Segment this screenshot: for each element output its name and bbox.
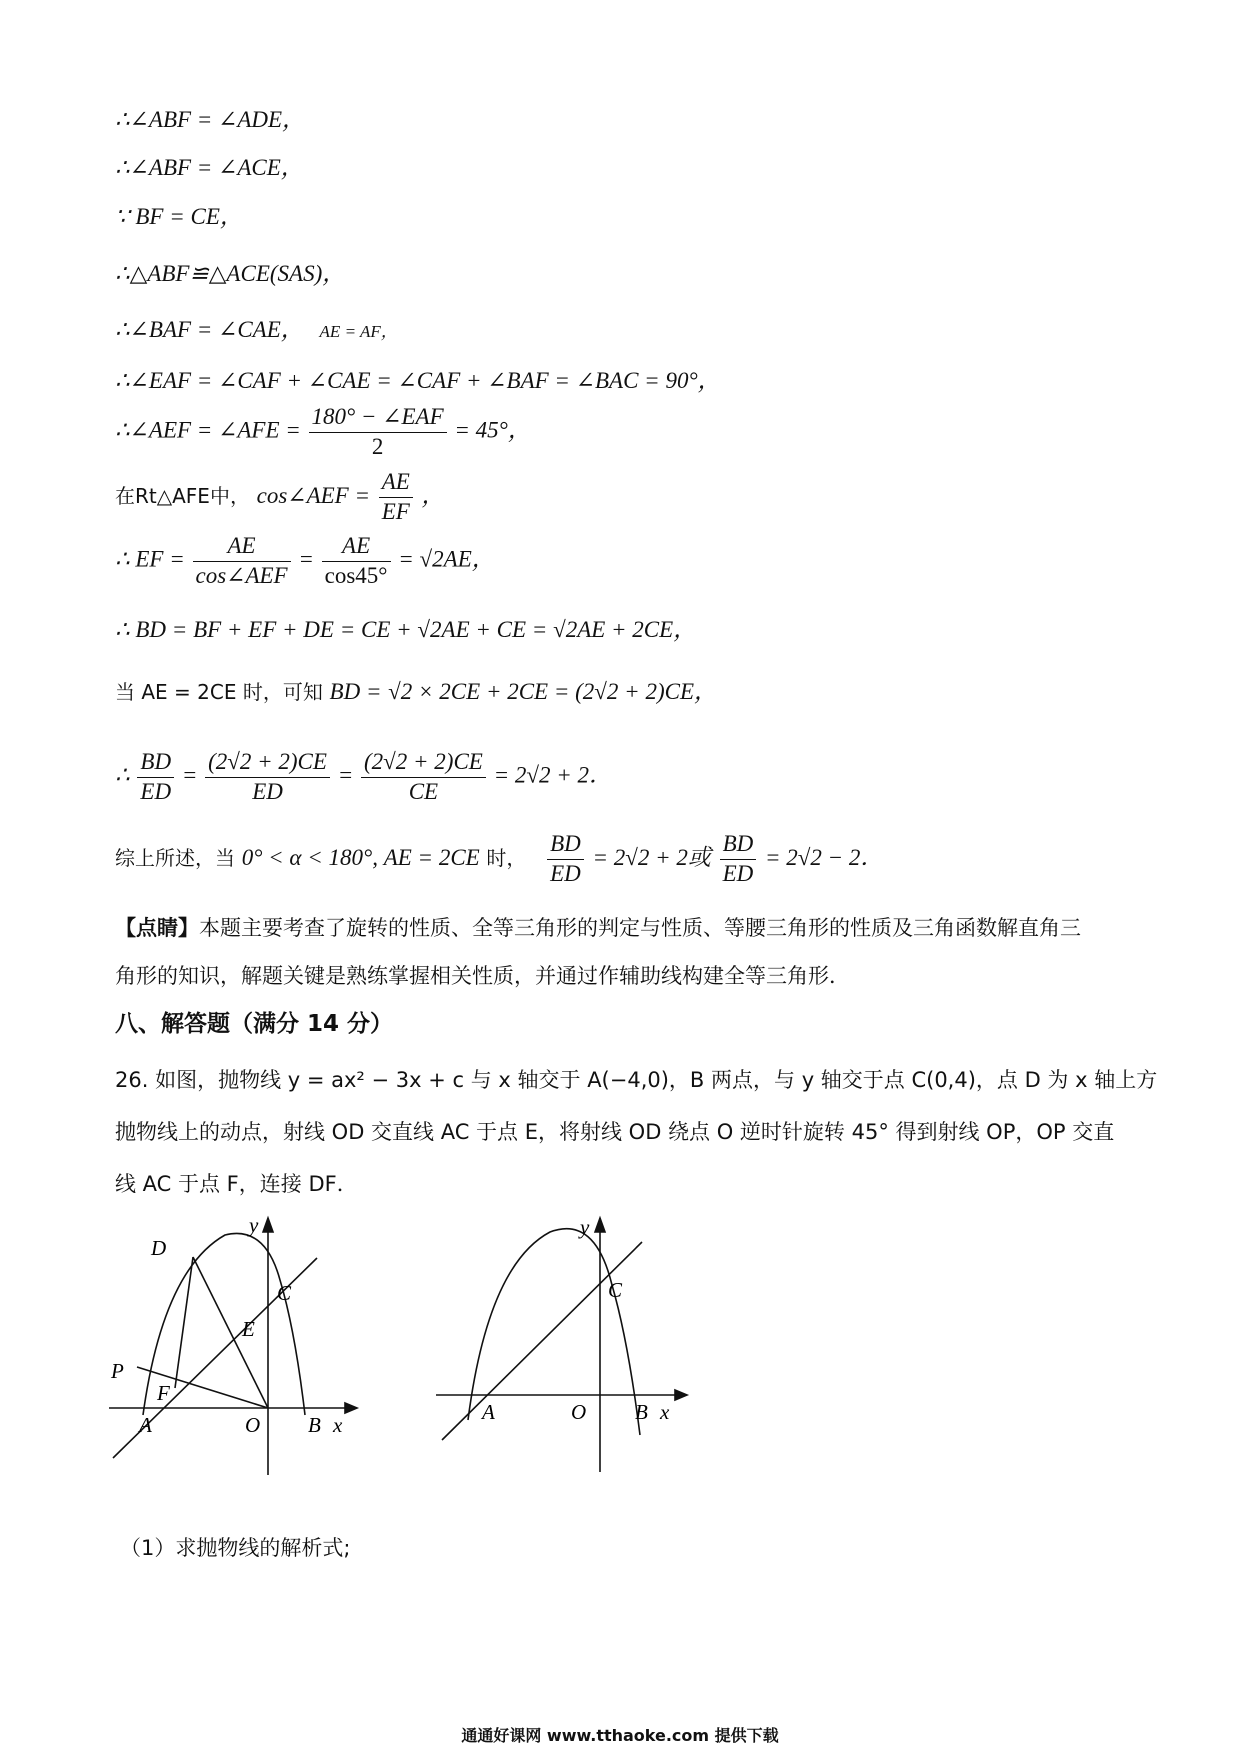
proof-line-11: 当 AE = 2CE 时，可知 BD = √2 × 2CE + 2CE = (2√2 + 2)CE， <box>115 679 717 704</box>
proof-line-12: ∴ $\frac{BD}{ED}$ = $\frac{(2√2 + 2)CE}{ED}$ = $\frac{(2√2 + 2)CE}{CE}$ = 2√2 + 2． <box>115 748 612 807</box>
proof-line-10: ∴ BD = BF + EF + DE = CE + √2AE + CE = √2AE + 2CE， <box>115 617 697 642</box>
fraction-180-minus-eaf <box>309 403 447 462</box>
segment-od <box>193 1257 268 1408</box>
proof-line-8 <box>115 468 444 527</box>
proof-line-8-comma: ， <box>421 482 445 508</box>
comment-line-2: 角形的知识，解题关键是熟练掌握相关性质，并通过作辅助线构建全等三角形． <box>115 964 850 988</box>
line-ac <box>442 1242 642 1440</box>
label-d: D <box>151 1236 167 1260</box>
fraction-numerator: (2√2 + 2)CE <box>205 748 330 778</box>
fraction-denominator: EF <box>381 498 410 524</box>
proof-line-11b: 2 × 2CE + 2CE = (2 <box>400 679 595 704</box>
proof-line-10c: 2AE + 2CE， <box>565 617 697 642</box>
label-e: E <box>242 1317 255 1341</box>
fraction-numerator: AE <box>322 532 391 562</box>
label-x: x <box>660 1400 670 1424</box>
label-c: C <box>277 1281 292 1305</box>
question-1: （1）求抛物线的解析式; <box>120 1536 351 1560</box>
proof-line-9: ∴ EF = $\frac{AE}{\text{cos∠AEF}}$ = $\frac{AE}{\cos 45^\circ}$ = √2AE， <box>115 532 495 591</box>
fraction-numerator: 180° − ∠EAF <box>309 403 447 433</box>
fraction-expr-over-ed <box>205 748 330 807</box>
label-o: O <box>571 1400 587 1424</box>
fraction-ae-over-cos-aef <box>193 532 291 591</box>
proof-line-12-rhs: 2 + 2． <box>539 762 613 788</box>
fraction-expr-over-ce <box>361 748 486 807</box>
conclusion-value-2: 2 − 2． <box>810 844 884 870</box>
fraction-bd-over-ed <box>137 748 174 807</box>
label-x: x <box>333 1413 343 1437</box>
fraction-numerator: BD <box>137 748 174 778</box>
proof-line-11a: BD = <box>329 679 382 704</box>
label-a: A <box>139 1413 152 1437</box>
proof-line-11c: 2 + 2)CE， <box>606 679 717 704</box>
fraction-numerator: BD <box>547 830 584 860</box>
proof-line-1: ∴∠ABF = ∠ADE， <box>115 107 306 132</box>
fraction-bd-ed-2 <box>720 830 757 889</box>
proof-line-3: ∵ BF = CE， <box>115 204 243 229</box>
fraction-numerator: BD <box>720 830 757 860</box>
fraction-numerator: AE <box>379 468 413 498</box>
conclusion-value-1: 2 + 2或 <box>637 844 711 870</box>
proof-line-7-rhs: = 45°， <box>454 417 531 443</box>
proof-line-10a: ∴ BD = BF + EF + DE = CE + <box>115 617 412 642</box>
label-o: O <box>245 1413 261 1437</box>
section-title: 八、解答题（满分 14 分） <box>115 1011 394 1037</box>
proof-line-5 <box>115 318 398 341</box>
fraction-ae-over-cos45 <box>322 532 391 591</box>
y-arrow <box>595 1218 605 1232</box>
fraction-denominator: CE <box>408 778 439 804</box>
figure-2 <box>430 1210 690 1480</box>
comment-text-1: 本题主要考查了旋转的性质、全等三角形的判定与性质、等腰三角形的性质及三角函数解直角三 <box>199 916 1081 940</box>
fraction-numerator: (2√2 + 2)CE <box>361 748 486 778</box>
proof-line-5b: AE = AF， <box>319 322 398 341</box>
conclusion-condition: 0° < α < 180°, AE = 2CE <box>241 844 480 870</box>
x-arrow <box>345 1403 357 1413</box>
proof-line-13: 综上所述，当 0° < α < 180°, AE = 2CE 时， $\frac{BD}{ED}$ = 2√2 + 2或 $\frac{BD}{ED}$ = 2√2 − 2． <box>115 830 883 889</box>
label-b: B <box>635 1400 648 1424</box>
problem-line-1: 26. 如图，抛物线 y = ax² − 3x + c 与 x 轴交于 A(−4,0)，B 两点，与 y 轴交于点 C(0,4)，点 D 为 x 轴上方 <box>115 1068 1158 1092</box>
problem-line-3: 线 AC 于点 F，连接 DF． <box>115 1172 358 1196</box>
conclusion-prefix: 综上所述，当 <box>115 845 235 870</box>
label-f: F <box>157 1381 170 1405</box>
proof-line-2: ∴∠ABF = ∠ACE， <box>115 155 304 180</box>
fraction-denominator: ED <box>722 860 754 886</box>
proof-line-7-lhs: ∴∠AEF = ∠AFE = <box>115 417 301 443</box>
problem-line-2: 抛物线上的动点，射线 OD 交直线 AC 于点 E，将射线 OD 绕点 O 逆时针旋转 45° 得到射线 OP，OP 交直 <box>115 1120 1115 1144</box>
proof-line-6: ∴∠EAF = ∠CAF + ∠CAE = ∠CAF + ∠BAF = ∠BAC = 90°， <box>115 368 721 393</box>
x-arrow <box>675 1390 687 1400</box>
fraction-denominator: ED <box>252 778 283 804</box>
label-c: C <box>608 1278 623 1302</box>
label-b: B <box>308 1413 321 1437</box>
comment-tag: 【点睛】 <box>115 916 199 940</box>
proof-line-7 <box>115 403 531 462</box>
proof-line-8-prefix: 在Rt△AFE中， <box>115 483 250 508</box>
label-y: y <box>249 1213 259 1237</box>
proof-line-4: ∴△ABF≌△ACE(SAS)， <box>115 261 346 286</box>
conclusion-when: 时， <box>486 845 527 870</box>
proof-line-10b: 2AE + CE = <box>430 617 548 642</box>
proof-line-5a: ∴∠BAF = ∠CAE， <box>115 317 304 342</box>
fraction-denominator: ED <box>550 860 581 886</box>
y-arrow <box>263 1218 273 1232</box>
label-a: A <box>482 1400 495 1424</box>
fraction-denominator: ED <box>140 778 172 804</box>
label-p: P <box>111 1359 124 1383</box>
footer-source: 通通好课网 www.tthaoke.com 提供下载 <box>461 1726 779 1745</box>
proof-line-9-lhs: ∴ EF = <box>115 546 185 572</box>
proof-line-9-rhs: 2AE， <box>432 546 495 572</box>
fraction-denominator: cos45° <box>324 562 388 588</box>
fraction-denominator: 2 <box>371 433 384 459</box>
fraction-denominator: cos∠AEF <box>195 562 288 588</box>
fraction-ae-over-ef <box>379 468 413 527</box>
proof-line-8-cos: cos∠AEF = <box>256 482 370 508</box>
label-y: y <box>580 1215 590 1239</box>
proof-line-11-prefix: 当 AE = 2CE 时，可知 <box>115 680 323 704</box>
comment-line-1 <box>115 912 1081 942</box>
fraction-numerator: AE <box>193 532 291 562</box>
fraction-bd-ed-1 <box>547 830 584 889</box>
figure-1 <box>105 1210 365 1480</box>
